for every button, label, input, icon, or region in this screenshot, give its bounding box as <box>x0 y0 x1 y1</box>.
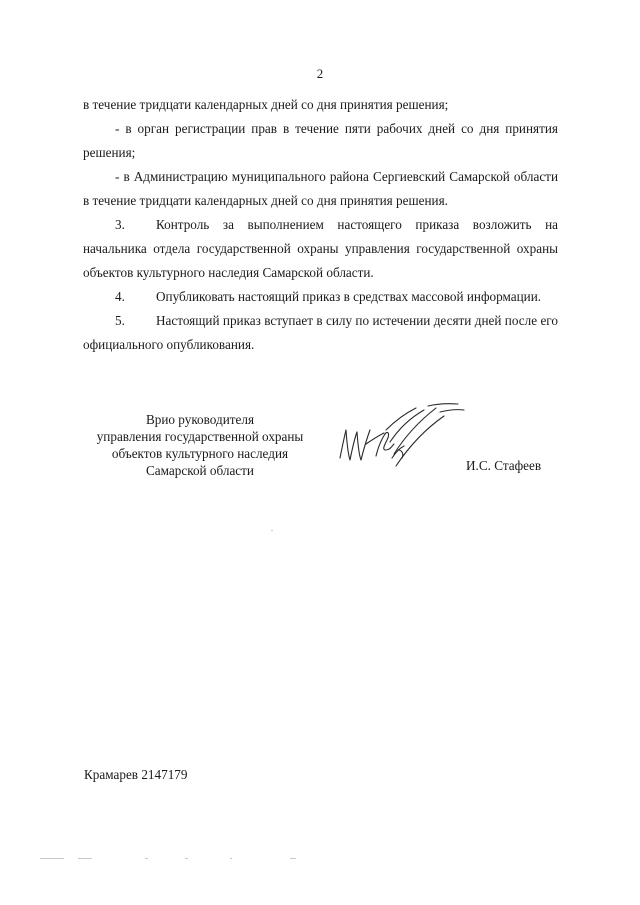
document-body <box>83 93 558 357</box>
handwritten-signature <box>332 400 472 480</box>
item-4-text: Опубликовать настоящий приказ в средствах массовой информации. <box>156 289 542 304</box>
item-5-text: Настоящий приказ вступает в силу по истечении десяти дней после его официального опубликования. <box>83 313 558 352</box>
scan-speck <box>290 858 296 859</box>
signatory-title-line: Врио руководителя <box>145 412 255 427</box>
signatory-title-line: объектов культурного наследия <box>111 446 289 461</box>
item-4-number: 4. <box>115 289 125 304</box>
item-3 <box>83 213 558 285</box>
scan-speck <box>40 858 64 859</box>
scan-speck <box>185 858 188 859</box>
signatory-title <box>90 411 310 479</box>
paragraph-registry: - в орган регистрации прав в течение пяти рабочих дней со дня принятия решения; <box>83 121 558 160</box>
item-5 <box>83 309 558 357</box>
page-number: 2 <box>316 66 324 81</box>
paragraph-continuation: в течение тридцати календарных дней со дня принятия решения; <box>83 97 449 112</box>
item-3-number: 3. <box>115 217 125 232</box>
executor-note: Крамарев 2147179 <box>84 767 188 782</box>
scan-speck <box>271 530 273 531</box>
paragraph-administration: - в Администрацию муниципального района Сергиевский Самарской области в течение тридцати календарных дней со дня принятия решения. <box>83 169 558 208</box>
signatory-title-line: Самарской области <box>146 463 254 478</box>
item-3-text: Контроль за выполнением настоящего приказа возложить на начальника отдела государственной охраны управления государственной охраны объектов культурного наследия Самарской области. <box>83 217 558 280</box>
item-5-number: 5. <box>115 313 125 328</box>
scan-speck <box>230 858 232 859</box>
signatory-title-line: управления государственной охраны <box>96 429 304 444</box>
signatory-name: И.С. Стафеев <box>466 458 542 473</box>
scan-speck <box>78 858 92 859</box>
item-4 <box>83 285 558 309</box>
scan-speck <box>145 858 148 859</box>
